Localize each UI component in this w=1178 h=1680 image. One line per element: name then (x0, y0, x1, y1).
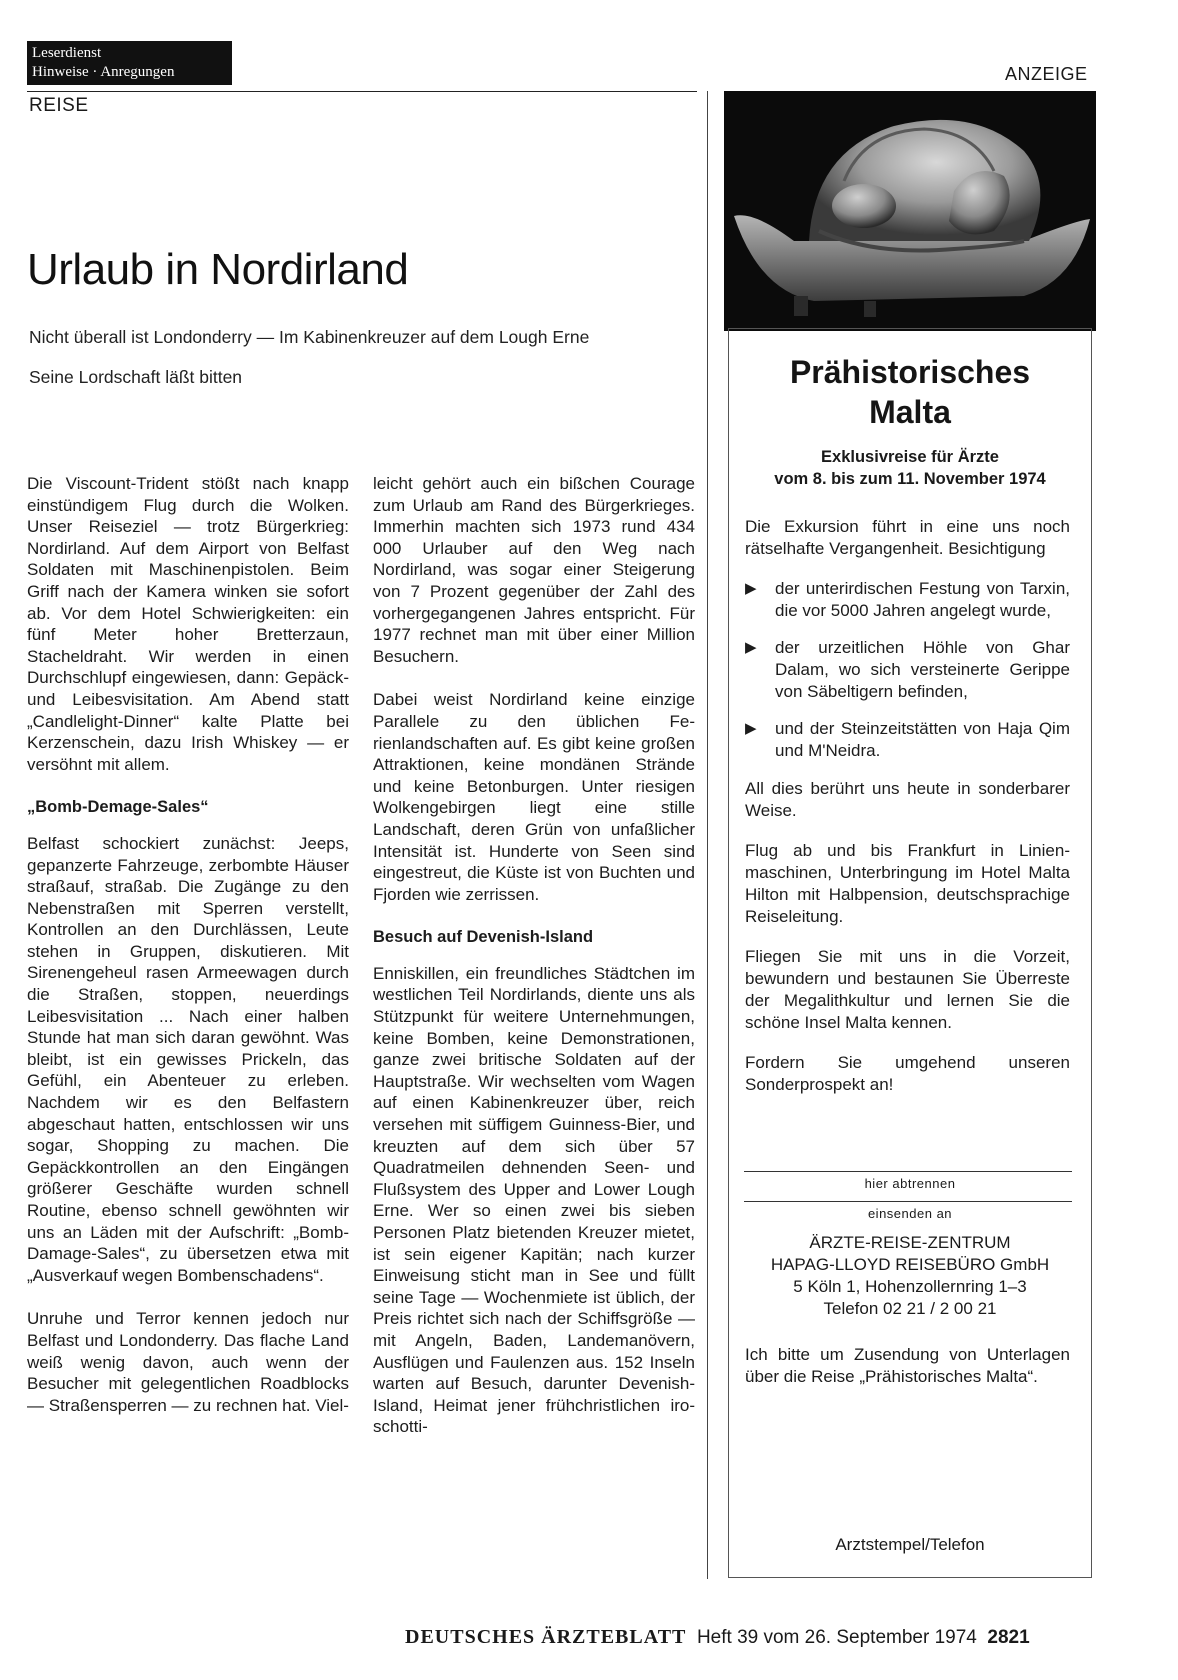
cut-line (744, 1171, 1072, 1172)
paragraph: Die Viscount-Trident stößt nach knapp einstündigem Flug durch die Wolken. Unser Reiseziel — trotz Bürgerkrieg: Nordirland. Auf dem Airport von Belfast Soldaten mit Maschinenpistolen. Beim Griff nach der Kamera winken sie sofort ab. Vor dem Hotel Schwierigkeiten: ein fünf Meter hoher Bretterzaun, Stacheldraht. Wir werden in einen Durchschlupf eingewiesen, dann: Gepäck- und Leibesvisitation. Am Abend statt „Candlelight-Dinner“ kalte Platte bei Kerzenschein, dazu Irish Whiskey — er versöhnt mit allem. (27, 474, 349, 774)
ad-bullet (745, 637, 1070, 703)
section-label: REISE (29, 95, 89, 116)
page-number: 2821 (987, 1627, 1030, 1648)
sleeping-lady-photo (724, 91, 1096, 331)
article-subtitle-2: Seine Lordschaft läßt bitten (29, 367, 243, 387)
cut-label: hier abtrennen (864, 1176, 956, 1191)
send-label: einsenden an (867, 1206, 953, 1221)
article-column-1 (27, 473, 349, 1438)
ad-bullet (745, 578, 1070, 622)
address-line: ÄRZTE-REISE-ZENTRUM (809, 1233, 1011, 1252)
column-divider (707, 91, 708, 1579)
ad-title-line-1: Prähistorisches (789, 354, 1031, 390)
ad-intro: Die Exkursion führt in eine uns noch rätselhafte Vergangenheit. Besichtigung (745, 517, 1070, 558)
ad-exclusive-line-1: Exklusivreise für Ärzte (821, 448, 999, 466)
ad-bullet-text: der unterirdischen Festung von Tarxin, die vor 5000 Jahren angelegt wurde, (775, 579, 1070, 620)
ad-bullet-text: und der Steinzeitstätten von Haja Qim und M'Neidra. (775, 719, 1070, 760)
ad-paragraph: Flug ab und bis Frankfurt in Linienmaschinen, Unterbringung im Hotel Malta Hilton mit Halbpension, deutschsprachige Reiseleitung. (745, 841, 1070, 926)
address-line: HAPAG-LLOYD REISEBÜRO GmbH (770, 1255, 1050, 1274)
paragraph: Dabei weist Nordirland keine einzige Parallele zu den üblichen Ferienlandschaften auf. Es gibt keine großen Attraktionen, keine mondänen Strände und keine Betonburgen. Unter riesigen Wolkengebirgen liegt eine stille Landschaft, deren Grün von unfaßlicher Intensität ist. Hunderte von Seen sind eingestreut, die Küste ist von Buchten und Fjorden wie zerrissen. (373, 690, 695, 904)
article-column-2 (373, 473, 695, 1460)
ad-exclusive (728, 446, 1092, 490)
page-footer (405, 1626, 1030, 1649)
ad-bullet-list (745, 578, 1070, 762)
leserdienst-badge (27, 41, 232, 85)
section-heading: Besuch auf Devenish-Island (373, 928, 594, 947)
triangle-bullet-icon: ▶ (745, 580, 757, 597)
header-rule (27, 91, 697, 92)
cut-line (744, 1201, 1072, 1202)
ad-paragraph: Fliegen Sie mit uns in die Vorzeit, bewundern und bestaunen Sie Überreste der Megalithkultur und lernen Sie die schöne Insel Malta kennen. (745, 947, 1070, 1032)
paragraph: Unruhe und Terror kennen jedoch nur Belfast und Londonderry. Das flache Land weiß wenig davon, auch wenn der Besucher mit gelegentlichen Roadblocks — Straßensperren — zu rechnen hat. Viel- (27, 1309, 349, 1415)
paragraph: Belfast schockiert zunächst: Jeeps, gepanzerte Fahrzeuge, zerbombte Häuser straßauf, straßab. Die Zugänge zu den Nebenstraßen mit Sperren verstellt, Kontrollen an den Durchlässen, Leute stehen in Gruppen, diskutieren. Mit Sirenengeheul rasen Armeewagen durch die Straßen, stoppen, neuerdings Leibesvisitation ... Nach einer halben Stunde hat man sich daran gewöhnt. Was bleibt, ist ein gewisses Prickeln, das Gefühl, ein Abenteuer zu erleben. Nachdem wir es den Belfastern abgeschaut hatten, entschlossen wir uns sogar, Shopping zu machen. Die Gepäckkontrollen an den Eingängen größerer Geschäfte wurden schnell Routine, ebenso schnell gewöhnten wir uns an Läden mit der Aufschrift: „Bomb-Damage-Sales“, zu übersetzen etwa mit „Ausverkauf wegen Bombenschadens“. (27, 833, 349, 1285)
section-heading: „Bomb-Demage-Sales“ (27, 798, 209, 817)
paragraph: leicht gehört auch ein bißchen Courage zum Urlaub am Rand des Bürgerkrieges. Immerhin machten sich 1973 rund 434 000 Urlauber auf den Weg nach Nordirland, was sogar einer Steigerung von 7 Prozent gegenüber der Zahl des vorhergegangenen Jahres entspricht. Für 1977 rechnet man mit über einer Million Besuchern. (373, 474, 695, 666)
ad-title-line-2: Malta (869, 394, 951, 430)
ad-title (728, 352, 1092, 432)
address-line: 5 Köln 1, Hohenzollernring 1–3 (793, 1277, 1027, 1296)
ad-paragraph: All dies berührt uns heute in sonderbarer Weise. (745, 779, 1070, 820)
issue-info: Heft 39 vom 26. September 1974 (696, 1627, 977, 1648)
ad-address (728, 1232, 1092, 1320)
journal-masthead: DEUTSCHES ÄRZTEBLATT (405, 1626, 687, 1648)
article-subtitle: Nicht überall ist Londonderry — Im Kabinenkreuzer auf dem Lough Erne (29, 327, 590, 347)
address-line: Telefon 02 21 / 2 00 21 (823, 1299, 997, 1318)
ad-bullet (745, 718, 1070, 762)
ad-request: Ich bitte um Zusendung von Unterlagen über die Reise „Prähistorisches Malta“. (745, 1345, 1070, 1386)
triangle-bullet-icon: ▶ (745, 720, 757, 737)
article-title: Urlaub in Nordirland (27, 245, 409, 294)
triangle-bullet-icon: ▶ (745, 639, 757, 656)
ad-label: ANZEIGE (1005, 64, 1088, 84)
badge-line-1: Leserdienst (32, 45, 102, 61)
doctor-stamp-label: Arztstempel/Telefon (835, 1535, 985, 1554)
ad-paragraph: Fordern Sie umgehend unseren Sonderprospekt an! (745, 1053, 1070, 1094)
ad-bullet-text: der urzeitlichen Höhle von Ghar Dalam, wo sich versteinerte Gerippe von Säbeltigern befinden, (775, 638, 1070, 701)
badge-line-2: Hinweise · Anregungen (32, 64, 175, 80)
paragraph: Enniskillen, ein freundliches Städtchen im westlichen Teil Nordirlands, diente uns als Stützpunkt für weitere Unternehmungen, keine Bomben, keine Demonstrationen, ganze zwei britische Soldaten auf der Hauptstraße. Wir wechselten vom Wagen auf einen Kabinenkreuzer über, reich versehen mit süffigem Guinness-Bier, und kreuzten auf dem sich über 57 Quadratmeilen dehnenden Seen- und Flußsystem des Upper and Lower Lough Erne. Wer so einen zwei bis sieben Personen Platz bietenden Kreuzer mietet, ist sein eigener Kapitän; nach kurzer Einweisung sticht man in See und füllt seine Tage — Wochenmiete ist üblich, der Preis richtet sich nach der Schiffsgröße — mit Angeln, Baden, Landemanövern, Ausflügen und Faulenzen aus. 152 Inseln warten auf Besuch, darunter Devenish-Island, Heimat jener frühchristlichen iro-schotti- (373, 963, 695, 1437)
ad-exclusive-line-2: vom 8. bis zum 11. November 1974 (774, 470, 1046, 488)
ad-body (745, 516, 1070, 1114)
